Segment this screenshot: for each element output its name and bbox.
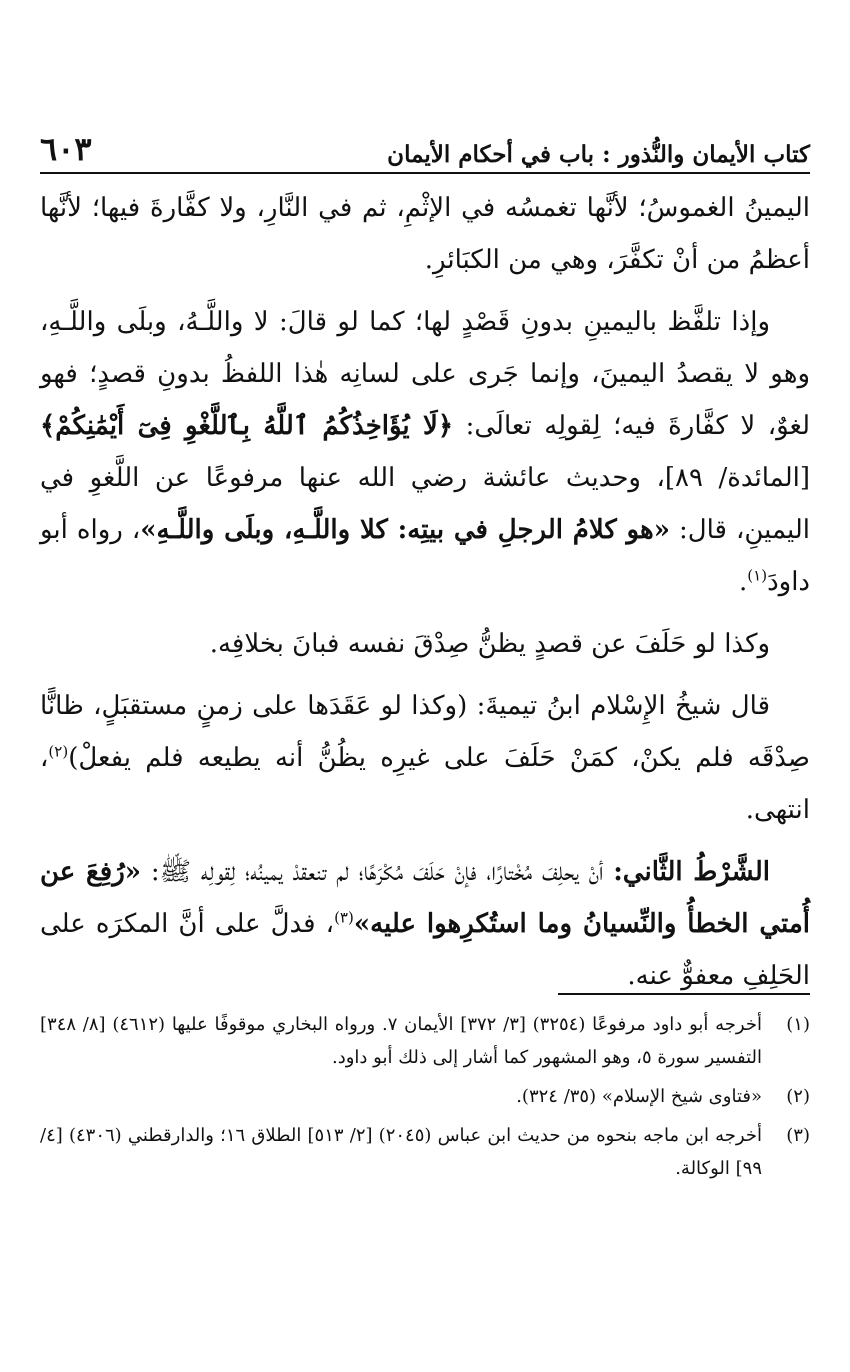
footnotes bbox=[40, 1008, 810, 1191]
footnote-text: «فتاوى شيخ الإسلام» (٣٥/ ٣٢٤). bbox=[516, 1086, 762, 1107]
paragraph-1-text: اليمينُ الغموسُ؛ لأنَّها تغمسُه في الإثْمِ، ثم في النَّارِ، ولا كفَّارةَ فيها؛ لأنَّها أعظمُ من أنْ تكفَّرَ، وهي من الكبَائرِ. bbox=[40, 193, 810, 275]
footnote-number: (٢) bbox=[786, 1086, 810, 1107]
paragraph-4-text: قال شيخُ الإِسْلام ابنُ تيميةَ: (وكذا لو عَقَدَها على زمنٍ مستقبَلٍ، ظانًّا صِدْقَه فلم يكنْ، كمَنْ حَلَفَ على غيرِه يظُنُّ أنه يطيعه فلم يفعلْ) bbox=[40, 691, 810, 773]
footnote-number: (٣) bbox=[786, 1125, 810, 1146]
footnote-ref-3: (٣) bbox=[334, 908, 354, 927]
quran-verse: ﴿لَا يُؤَاخِذُكُمُ ٱللَّهُ بِٱللَّغْوِ فِىٓ أَيْمَٰنِكُمْ﴾ bbox=[40, 411, 454, 441]
footnote-divider bbox=[558, 993, 810, 995]
paragraph-4-end: ، انتهى. bbox=[40, 743, 810, 825]
paragraph-5-text-b: ، فدلَّ على أنَّ المكرَه على الحَلِفِ معفوٌّ عنه. bbox=[40, 909, 810, 991]
paragraph-2-text-c: ، رواه أبو داودَ bbox=[40, 515, 810, 597]
page-number: ٦٠٣ bbox=[40, 130, 92, 168]
footnote-number: (١) bbox=[786, 1014, 810, 1035]
section-heading: الشَّرْطُ الثَّاني: bbox=[613, 857, 770, 887]
header-title: كتاب الأيمان والنُّذور : باب في أحكام الأيمان bbox=[387, 141, 810, 168]
paragraph-2-text-a: وإذا تلفَّظ باليمينِ بدونِ قَصْدٍ لها؛ كما لو قالَ: لا واللَّـهُ، وبلَى واللَّـهِ، وهو لا يقصدُ اليمينَ، وإنما جَرى على لسانِه هٰذا اللفظُ بدونِ قصدٍ؛ فهو لغوٌ، لا كفَّارةَ فيه؛ لِقولِه تعالَى: bbox=[40, 307, 811, 441]
hadith-quote-1: «هو كلامُ الرجلِ في بيتِه: كلا واللَّـهِ، وبلَى واللَّـهِ» bbox=[140, 515, 670, 545]
hadith-quote-2: «رُفِعَ عن أُمتي الخطأُ والنِّسيانُ وما استُكرِهوا عليه» bbox=[40, 857, 810, 939]
paragraph-3-text: وكذا لو حَلَفَ عن قصدٍ يظنُّ صِدْقَ نفسه فبانَ بخلافِه. bbox=[209, 629, 770, 659]
footnote-3 bbox=[40, 1119, 810, 1185]
footnote-text: أخرجه أبو داود مرفوعًا (٣٢٥٤) [٣/ ٣٧٢] الأيمان ٧. ورواه البخاري موقوفًا عليها (٤٦١٢) [٨/ ٣٤٨] التفسير سورة ٥، وهو المشهور كما أشار إلى ذلك أبو داود. bbox=[40, 1014, 762, 1068]
paragraph-1 bbox=[40, 182, 810, 286]
footnote-text: أخرجه ابن ماجه بنحوه من حديث ابن عباس (٢٠٤٥) [٢/ ٥١٣] الطلاق ١٦؛ والدارقطني (٤٣٠٦) [٤/ ٩٩] الوكالة. bbox=[40, 1125, 762, 1179]
paragraph-4 bbox=[40, 680, 810, 836]
footnote-ref-2: (٢) bbox=[48, 742, 69, 761]
footnote-2 bbox=[40, 1080, 810, 1113]
footnote-ref-1: (١) bbox=[747, 566, 768, 585]
paragraph-5-text-a: أنْ يحلِفَ مُخْتارًا، فإنْ حَلَفَ مُكْرَهًا؛ لم تنعقدْ يمينُه؛ لِقولِه ﷺ: bbox=[150, 857, 604, 887]
footnote-1 bbox=[40, 1008, 810, 1074]
paragraph-2 bbox=[40, 296, 810, 608]
running-header bbox=[40, 118, 810, 174]
paragraph-2-end: . bbox=[739, 567, 748, 597]
main-text bbox=[40, 182, 810, 1012]
paragraph-5 bbox=[40, 846, 810, 1002]
paragraph-3 bbox=[40, 618, 810, 670]
paragraph-2-text-b: [المائدة/ ٨٩]، وحديث عائشة رضي الله عنها مرفوعًا عن اللَّغوِ في اليمينِ، قال: bbox=[40, 463, 810, 545]
